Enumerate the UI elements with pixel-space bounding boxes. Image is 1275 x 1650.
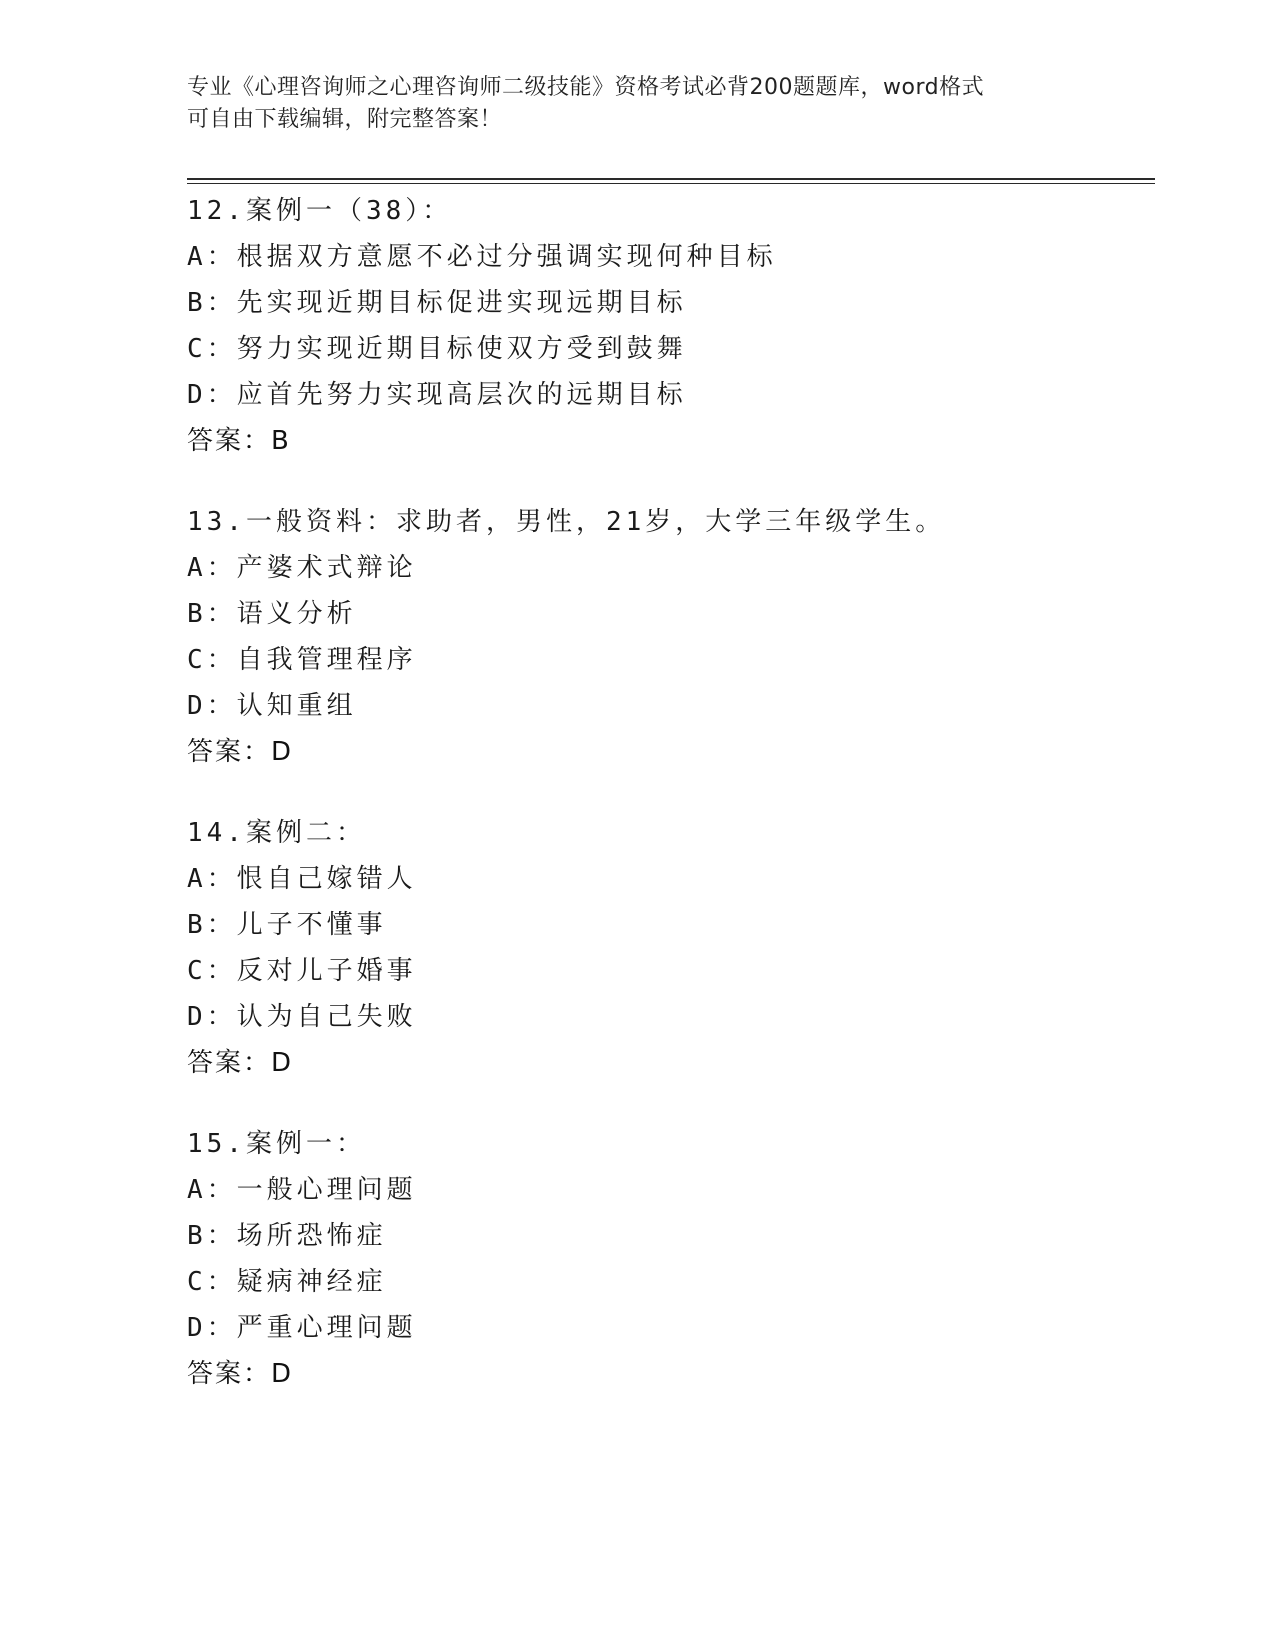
option-d: D：应首先努力实现高层次的远期目标 <box>187 380 687 410</box>
header-divider-thin <box>187 183 1155 184</box>
answer-line: 答案：D <box>187 1048 294 1078</box>
option-d: D：认知重组 <box>187 691 357 721</box>
option-c: C：疑病神经症 <box>187 1267 387 1297</box>
option-a: A：恨自己嫁错人 <box>187 864 417 894</box>
answer-line: 答案：D <box>187 737 294 767</box>
option-a: A：一般心理问题 <box>187 1175 417 1205</box>
header-line-1: 专业《心理咨询师之心理咨询师二级技能》资格考试必背200题题库，word格式 <box>187 75 985 100</box>
option-c: C：反对儿子婚事 <box>187 956 417 986</box>
option-b: B：语义分析 <box>187 599 357 629</box>
option-b: B：先实现近期目标促进实现远期目标 <box>187 288 687 318</box>
option-b: B：儿子不懂事 <box>187 910 387 940</box>
question-list <box>187 188 1147 1432</box>
answer-line: 答案：D <box>187 1359 294 1389</box>
question-stem: 15.案例一： <box>187 1129 366 1159</box>
question-stem: 12.案例一（38）： <box>187 196 453 226</box>
question-12 <box>187 188 1147 464</box>
question-14 <box>187 810 1147 1086</box>
option-d: D：认为自己失败 <box>187 1002 417 1032</box>
option-a: A：产婆术式辩论 <box>187 553 417 583</box>
option-b: B：场所恐怖症 <box>187 1221 387 1251</box>
header-divider-thick <box>187 178 1155 180</box>
document-header <box>187 72 1087 136</box>
question-stem: 14.案例二： <box>187 818 366 848</box>
option-a: A：根据双方意愿不必过分强调实现何种目标 <box>187 242 777 272</box>
option-c: C：努力实现近期目标使双方受到鼓舞 <box>187 334 687 364</box>
option-d: D：严重心理问题 <box>187 1313 417 1343</box>
answer-line: 答案：B <box>187 426 291 456</box>
question-15 <box>187 1121 1147 1397</box>
header-line-2: 可自由下载编辑，附完整答案！ <box>187 107 503 132</box>
question-stem: 13.一般资料：求助者，男性，21岁，大学三年级学生。 <box>187 507 946 537</box>
option-c: C：自我管理程序 <box>187 645 417 675</box>
question-13 <box>187 499 1147 775</box>
